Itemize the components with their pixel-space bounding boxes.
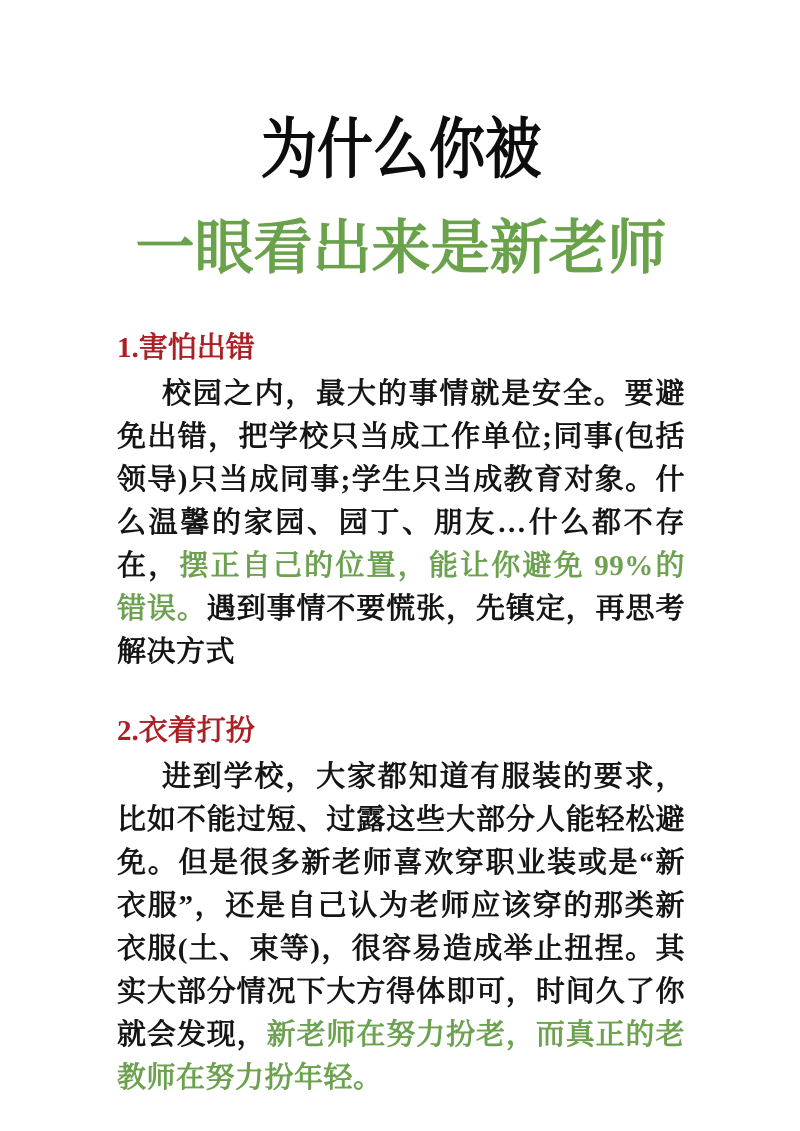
section-2-paragraph [117,756,685,1100]
section-1-text-green: 摆正自己的位置，能让你避免 99%的错误。 [117,550,685,626]
section-2-text-black: 进到学校，大家都知道有服装的要求，比如不能过短、过露这些大部分人能轻松避免。但是很多新老师喜欢穿职业装或是“新衣服”，还是自己认为老师应该穿的那类新衣服(土、束等)，很容易造成举止扭捏。其实大部分情况下大方得体即可，时间久了你就会发现， [117,761,685,1052]
section-2-text-green: 新老师在努力扮老，而真正的老教师在努力扮年轻。 [117,1019,685,1095]
page-title-line2: 一眼看出来是新老师 [135,215,667,282]
section-2-heading: 2.衣着打扮 [117,715,255,748]
section-1-text-black-1: 校园之内，最大的事情就是安全。要避免出错，把学校只当成工作单位;同事(包括领导)只当成同事;学生只当成教育对象。什么温馨的家园、园丁、朋友…什么都不存在， [117,378,685,583]
section-1-text-black-2: 遇到事情不要慌张，先镇定，再思考解决方式 [117,593,685,669]
section-1-heading: 1.害怕出错 [117,332,255,365]
page-title-line1: 为什么你被 [260,114,542,187]
section-1-paragraph [117,373,685,674]
